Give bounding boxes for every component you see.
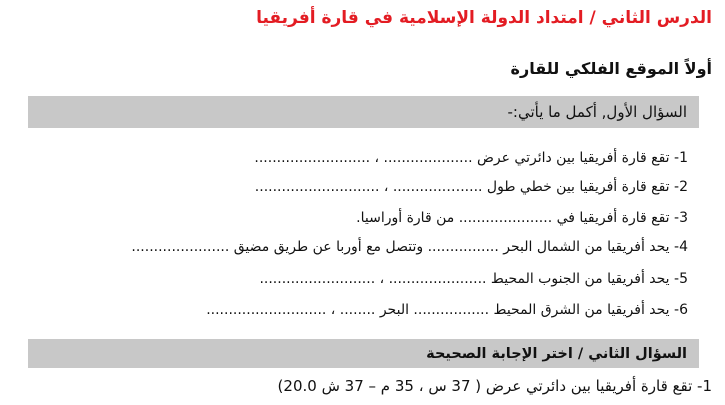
question-item: 2- تقع قارة أفريقيا بين خطي طول .....…............ ، ............................ bbox=[254, 179, 688, 195]
question-two-header-band bbox=[28, 339, 699, 368]
lesson-title: الدرس الثاني / امتداد الدولة الإسلامية في قارة أفريقيا bbox=[256, 8, 712, 28]
mcq-item: 1- تقع قارة أفريقيا بين دائرتي عرض ( 37 س ، 35 م – 37 ش 20.0) bbox=[277, 377, 712, 395]
question-item: 5- يحد أفريقيا من الجنوب المحيط ...................... ، .......................... bbox=[259, 271, 688, 287]
section-title: أولاً الموقع الفلكي للقارة bbox=[510, 59, 712, 78]
question-two-header: السؤال الثاني / اختر الإجابة الصحيحة bbox=[426, 346, 687, 362]
question-item: 3- تقع قارة أفريقيا في ..................... من قارة أوراسيا. bbox=[356, 210, 688, 226]
question-one-header: السؤال الأول, أكمل ما يأتي:- bbox=[507, 103, 687, 121]
question-item: 4- يحد أفريقيا من الشمال البحر ................ وتتصل مع أوربا عن طريق مضيق ...................... bbox=[131, 239, 688, 255]
question-one-header-band bbox=[28, 96, 699, 128]
question-item: 1- تقع قارة أفريقيا بين دائرتي عرض .................... ، .......................... bbox=[254, 150, 688, 166]
question-item: 6- يحد أفريقيا من الشرق المحيط ................. البحر ........ ، ........................... bbox=[206, 302, 688, 318]
